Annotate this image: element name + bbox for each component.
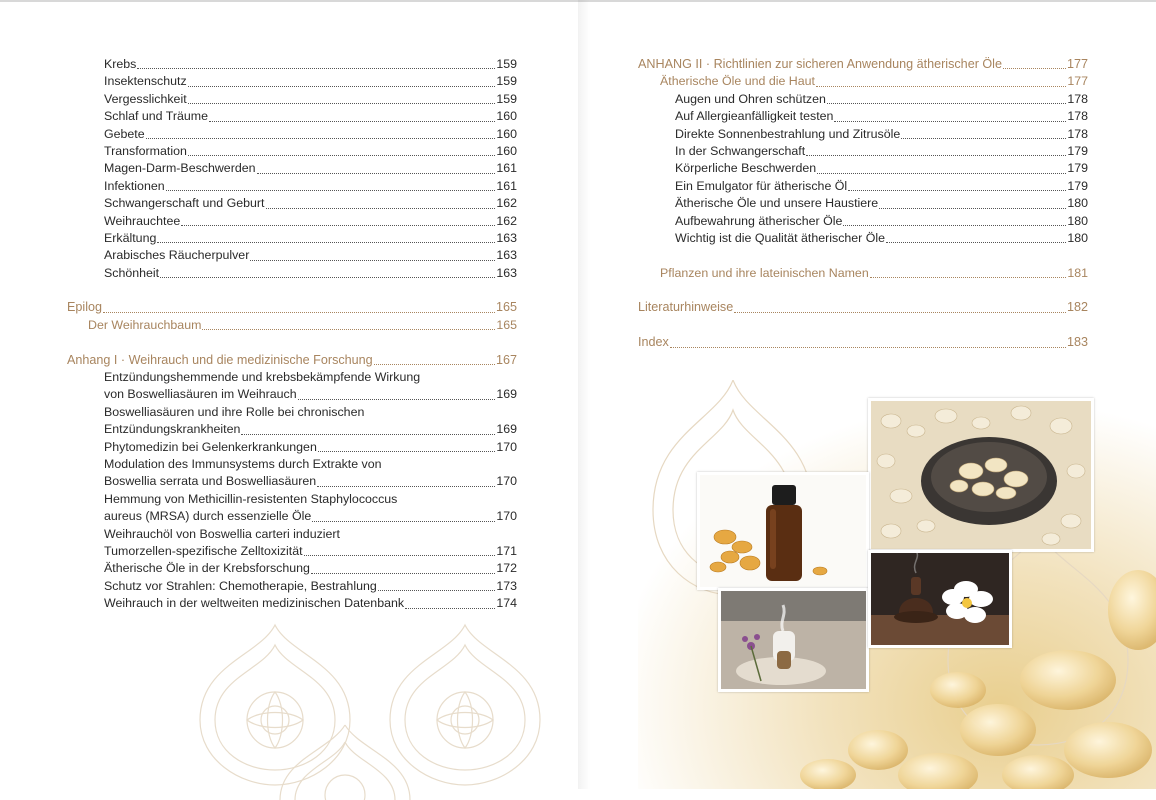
toc-entry[interactable] bbox=[67, 178, 517, 195]
oil-bottle-photo bbox=[697, 472, 869, 590]
toc-dot-leader bbox=[209, 121, 495, 122]
toc-dot-leader bbox=[298, 399, 496, 400]
toc-entry-title: Krebs bbox=[104, 56, 137, 71]
toc-entry-title: Weihrauchtee bbox=[104, 213, 181, 228]
toc-page-number: 170 bbox=[496, 474, 517, 489]
toc-entry-title: Ätherische Öle und unsere Haustiere bbox=[675, 196, 879, 211]
toc-entry-title: Ätherische Öle in der Krebsforschung bbox=[104, 561, 310, 576]
ornament-left-3 bbox=[270, 720, 420, 800]
toc-entry[interactable] bbox=[67, 543, 517, 560]
toc-dot-leader bbox=[160, 277, 495, 278]
page-gutter-shadow bbox=[578, 0, 590, 789]
toc-dot-leader bbox=[318, 451, 495, 452]
toc-entry[interactable] bbox=[67, 369, 517, 386]
toc-entry[interactable] bbox=[67, 456, 517, 473]
toc-entry-title: Schlaf und Träume bbox=[104, 109, 209, 124]
toc-page-number: 179 bbox=[1067, 161, 1088, 176]
toc-dot-leader bbox=[257, 173, 496, 174]
toc-entry[interactable] bbox=[67, 73, 517, 90]
toc-entry[interactable] bbox=[638, 143, 1088, 160]
toc-page-number: 180 bbox=[1067, 230, 1088, 245]
toc-entry-title: Weihrauchöl von Boswellia carteri induziert bbox=[104, 526, 340, 541]
toc-entry[interactable] bbox=[638, 108, 1088, 125]
toc-entry-title: von Boswelliasäuren im Weihrauch bbox=[104, 387, 297, 402]
toc-section-heading[interactable] bbox=[67, 352, 517, 369]
toc-dot-leader bbox=[879, 208, 1066, 209]
toc-dot-leader bbox=[146, 138, 496, 139]
toc-dot-leader bbox=[848, 190, 1066, 191]
toc-entry-title: Aufbewahrung ätherischer Öle bbox=[675, 213, 843, 228]
toc-entry-title: ANHANG II · Richtlinien zur sicheren Anwendung ätherischer Öle bbox=[638, 56, 1002, 71]
toc-page-number: 161 bbox=[496, 161, 517, 176]
toc-dot-leader bbox=[181, 225, 495, 226]
toc-page-number: 171 bbox=[496, 543, 517, 558]
toc-dot-leader bbox=[806, 155, 1066, 156]
toc-entry-title: Direkte Sonnenbestrahlung und Zitrusöle bbox=[675, 126, 901, 141]
toc-entry[interactable] bbox=[67, 560, 517, 577]
toc-dot-leader bbox=[317, 486, 495, 487]
toc-page-number: 178 bbox=[1067, 91, 1088, 106]
toc-entry-title: Vergesslichkeit bbox=[104, 91, 187, 106]
toc-entry[interactable] bbox=[67, 213, 517, 230]
toc-dot-leader bbox=[827, 103, 1066, 104]
right-page bbox=[578, 0, 1156, 789]
toc-dot-leader bbox=[886, 242, 1066, 243]
toc-dot-leader bbox=[241, 434, 495, 435]
toc-page-number: 180 bbox=[1067, 213, 1088, 228]
left-page bbox=[0, 0, 578, 789]
toc-dot-leader bbox=[1003, 68, 1066, 69]
toc-dot-leader bbox=[670, 347, 1066, 348]
toc-page-number: 179 bbox=[1067, 143, 1088, 158]
toc-dot-leader bbox=[901, 138, 1066, 139]
toc-page-number: 165 bbox=[496, 317, 517, 332]
toc-dot-leader bbox=[304, 555, 496, 556]
toc-page-number: 169 bbox=[496, 387, 517, 402]
toc-page-number: 181 bbox=[1067, 265, 1088, 280]
toc-entry-title: Transformation bbox=[104, 143, 187, 158]
toc-page-number: 178 bbox=[1067, 109, 1088, 124]
toc-entry-title: Arabisches Räucherpulver bbox=[104, 248, 250, 263]
toc-dot-leader bbox=[188, 103, 496, 104]
toc-entry[interactable] bbox=[67, 317, 517, 334]
toc-section-heading[interactable] bbox=[67, 299, 517, 316]
toc-entry[interactable] bbox=[638, 126, 1088, 143]
toc-dot-leader bbox=[137, 68, 495, 69]
toc-page-number: 163 bbox=[496, 230, 517, 245]
toc-dot-leader bbox=[378, 590, 496, 591]
toc-dot-leader bbox=[202, 329, 495, 330]
toc-entry-title: Gebete bbox=[104, 126, 145, 141]
toc-entry[interactable] bbox=[67, 56, 517, 73]
toc-entry-title: Pflanzen und ihre lateinischen Namen bbox=[660, 265, 869, 280]
toc-page-number: 173 bbox=[496, 578, 517, 593]
toc-page-number: 172 bbox=[496, 561, 517, 576]
toc-entry[interactable] bbox=[67, 473, 517, 490]
toc-entry[interactable] bbox=[67, 143, 517, 160]
toc-section-heading[interactable] bbox=[638, 334, 1088, 351]
toc-page-number: 162 bbox=[496, 213, 517, 228]
toc-entry-title: Der Weihrauchbaum bbox=[88, 317, 202, 332]
toc-entry[interactable] bbox=[67, 491, 517, 508]
toc-page-number: 159 bbox=[496, 91, 517, 106]
toc-dot-leader bbox=[266, 208, 496, 209]
toc-section-heading[interactable] bbox=[638, 56, 1088, 73]
toc-entry-title: Boswelliasäuren und ihre Rolle bei chronischen bbox=[104, 404, 365, 419]
toc-entry[interactable] bbox=[67, 578, 517, 595]
toc-entry-title: Entzündungshemmende und krebsbekämpfende Wirkung bbox=[104, 370, 421, 385]
toc-entry-title: Ein Emulgator für ätherische Öl bbox=[675, 178, 848, 193]
toc-entry-title: Modulation des Immunsystems durch Extrakte von bbox=[104, 456, 382, 471]
toc-dot-leader bbox=[843, 225, 1066, 226]
toc-entry-title: Entzündungskrankheiten bbox=[104, 422, 241, 437]
toc-page-number: 161 bbox=[496, 178, 517, 193]
toc-entry-title: Anhang I · Weihrauch und die medizinische Forschung bbox=[67, 352, 373, 367]
toc-dot-leader bbox=[405, 608, 495, 609]
toc-dot-leader bbox=[816, 86, 1066, 87]
toc-page-number: 170 bbox=[496, 509, 517, 524]
toc-dot-leader bbox=[834, 121, 1066, 122]
toc-page-number: 159 bbox=[496, 56, 517, 71]
toc-dot-leader bbox=[311, 573, 495, 574]
toc-dot-leader bbox=[817, 173, 1066, 174]
toc-entry-title: Index bbox=[638, 335, 669, 350]
toc-spacer bbox=[638, 317, 1088, 334]
toc-page-number: 177 bbox=[1066, 56, 1088, 71]
toc-entry[interactable] bbox=[67, 526, 517, 543]
toc-page-number: 180 bbox=[1067, 196, 1088, 211]
toc-page-number: 182 bbox=[1066, 300, 1088, 315]
toc-entry[interactable] bbox=[67, 421, 517, 438]
diffuser-photo bbox=[718, 588, 869, 692]
toc-entry-title: Insektenschutz bbox=[104, 74, 187, 89]
toc-page-number: 183 bbox=[1066, 335, 1088, 350]
toc-dot-leader bbox=[250, 260, 495, 261]
toc-entry[interactable] bbox=[638, 160, 1088, 177]
toc-entry[interactable] bbox=[638, 230, 1088, 247]
toc-section-heading[interactable] bbox=[638, 299, 1088, 316]
toc-entry-title: Literaturhinweise bbox=[638, 300, 734, 315]
toc-entry[interactable] bbox=[638, 195, 1088, 212]
toc-entry[interactable] bbox=[638, 73, 1088, 90]
toc-entry-title: Infektionen bbox=[104, 178, 165, 193]
toc-left bbox=[67, 56, 517, 613]
toc-entry-title: Schönheit bbox=[104, 265, 160, 280]
toc-entry-title: Schwangerschaft und Geburt bbox=[104, 196, 265, 211]
toc-entry[interactable] bbox=[67, 126, 517, 143]
toc-page-number: 169 bbox=[496, 422, 517, 437]
toc-entry-title: Magen-Darm-Beschwerden bbox=[104, 161, 256, 176]
toc-spacer bbox=[638, 282, 1088, 299]
toc-dot-leader bbox=[157, 242, 495, 243]
toc-entry[interactable] bbox=[67, 91, 517, 108]
toc-entry-title: Erkältung bbox=[104, 230, 157, 245]
toc-entry[interactable] bbox=[67, 508, 517, 525]
toc-page-number: 160 bbox=[496, 143, 517, 158]
incense-burner-photo bbox=[868, 550, 1012, 648]
toc-page-number: 177 bbox=[1067, 74, 1088, 89]
toc-page-number: 174 bbox=[496, 596, 517, 611]
toc-spacer bbox=[67, 282, 517, 299]
toc-page-number: 162 bbox=[496, 196, 517, 211]
toc-spacer bbox=[67, 334, 517, 351]
toc-entry[interactable] bbox=[67, 108, 517, 125]
toc-entry-title: aureus (MRSA) durch essenzielle Öle bbox=[104, 509, 312, 524]
toc-page-number: 160 bbox=[496, 126, 517, 141]
toc-entry[interactable] bbox=[638, 265, 1088, 282]
toc-dot-leader bbox=[103, 312, 495, 313]
toc-entry[interactable] bbox=[67, 265, 517, 282]
toc-entry-title: Boswellia serrata und Boswelliasäuren bbox=[104, 474, 317, 489]
toc-entry[interactable] bbox=[67, 160, 517, 177]
toc-page-number: 178 bbox=[1067, 126, 1088, 141]
frankincense-bowl-photo bbox=[868, 398, 1094, 552]
toc-entry-title: Auf Allergieanfälligkeit testen bbox=[675, 109, 834, 124]
toc-entry-title: Weihrauch in der weltweiten medizinischen Datenbank bbox=[104, 596, 405, 611]
toc-entry[interactable] bbox=[67, 195, 517, 212]
toc-dot-leader bbox=[374, 364, 495, 365]
toc-page-number: 163 bbox=[496, 248, 517, 263]
toc-dot-leader bbox=[734, 312, 1066, 313]
toc-entry[interactable] bbox=[67, 595, 517, 612]
toc-entry-title: Hemmung von Methicillin-resistenten Staphylococcus bbox=[104, 491, 398, 506]
toc-entry-title: Tumorzellen-spezifische Zelltoxizität bbox=[104, 543, 303, 558]
toc-entry[interactable] bbox=[67, 247, 517, 264]
toc-entry-title: In der Schwangerschaft bbox=[675, 143, 806, 158]
toc-page-number: 159 bbox=[496, 74, 517, 89]
toc-page-number: 165 bbox=[495, 300, 517, 315]
toc-page-number: 179 bbox=[1067, 178, 1088, 193]
toc-spacer bbox=[638, 247, 1088, 264]
toc-entry[interactable] bbox=[67, 404, 517, 421]
toc-entry-title: Epilog bbox=[67, 300, 103, 315]
toc-dot-leader bbox=[312, 521, 495, 522]
toc-dot-leader bbox=[188, 86, 496, 87]
toc-entry-title: Ätherische Öle und die Haut bbox=[660, 74, 815, 89]
toc-dot-leader bbox=[870, 277, 1067, 278]
toc-page-number: 167 bbox=[495, 352, 517, 367]
toc-entry[interactable] bbox=[638, 213, 1088, 230]
toc-page-number: 170 bbox=[496, 439, 517, 454]
toc-entry[interactable] bbox=[67, 230, 517, 247]
toc-entry-title: Körperliche Beschwerden bbox=[675, 161, 817, 176]
toc-entry[interactable] bbox=[638, 178, 1088, 195]
toc-dot-leader bbox=[166, 190, 496, 191]
toc-page-number: 163 bbox=[496, 265, 517, 280]
toc-entry-title: Augen und Ohren schützen bbox=[675, 91, 826, 106]
toc-entry[interactable] bbox=[67, 439, 517, 456]
toc-page-number: 160 bbox=[496, 109, 517, 124]
toc-entry-title: Wichtig ist die Qualität ätherischer Öle bbox=[675, 230, 886, 245]
toc-entry[interactable] bbox=[638, 91, 1088, 108]
toc-dot-leader bbox=[188, 155, 495, 156]
toc-right bbox=[638, 56, 1088, 352]
toc-entry-title: Phytomedizin bei Gelenkerkrankungen bbox=[104, 439, 317, 454]
toc-entry-title: Schutz vor Strahlen: Chemotherapie, Bestrahlung bbox=[104, 578, 377, 593]
toc-entry[interactable] bbox=[67, 386, 517, 403]
